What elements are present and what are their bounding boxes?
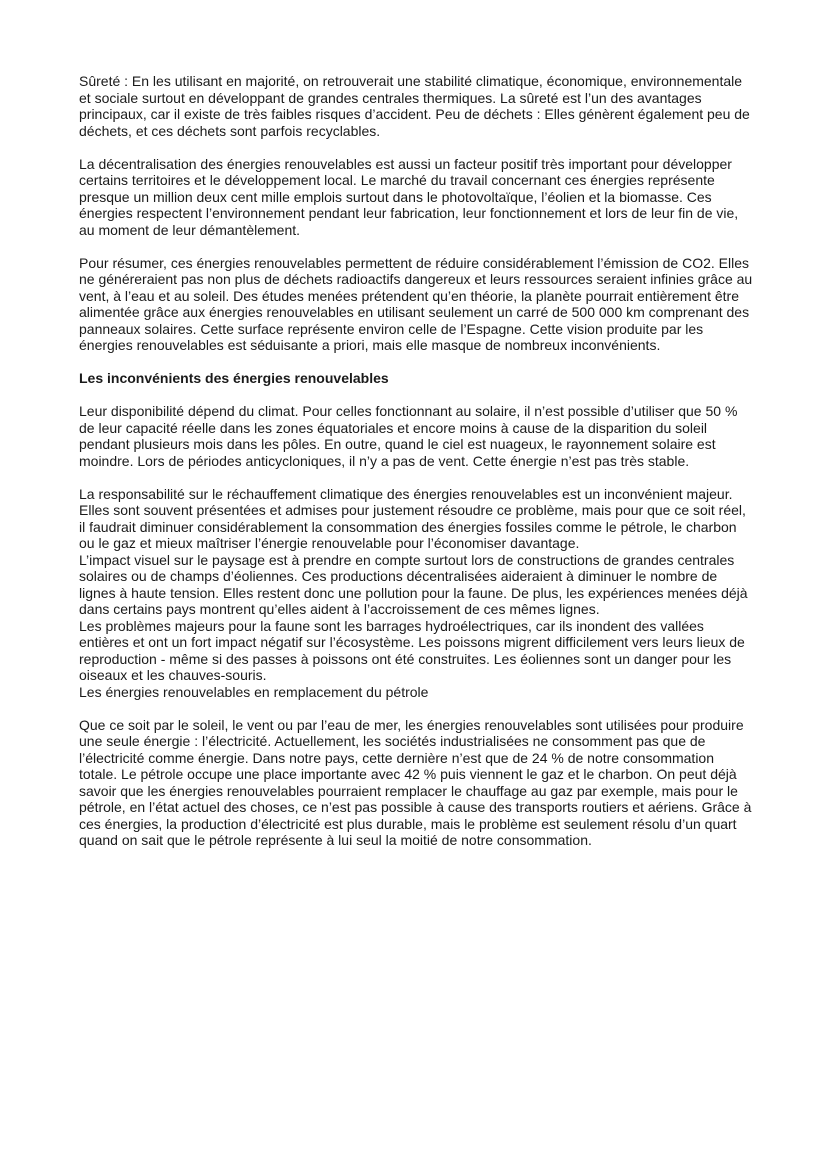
paragraph-responsabilite: La responsabilité sur le réchauffement climatique des énergies renouvelables est un inconvénient majeur. Elles sont souvent présentées et admises pour justement résoudre ce problème, mais pour que ce soit réel, il faudrait diminuer considérablement la consommation des énergies fossiles comme le pétrole, le charbon ou le gaz et mieux maîtriser l’énergie renouvelable pour l’économiser davantage. xyxy=(79,485,746,551)
paragraph-surete: Sûreté : En les utilisant en majorité, on retrouverait une stabilité climatique, économique, environnementale et sociale surtout en développant de grandes centrales thermiques. La sûreté est l’un des avantages principaux, car il existe de très faibles risques d’accident. Peu de déchets : Elles génèrent également peu de déchets, et ces déchets sont parfois recyclables. xyxy=(79,73,750,139)
paragraph-impact-visuel: L’impact visuel sur le paysage est à prendre en compte surtout lors de constructions de grandes centrales solaires ou de champs d’éoliennes. Ces productions décentralisées aideraient à diminuer le nombre de lignes à haute tension. Elles restent donc une pollution pour la faune. De plus, les expériences menées déjà dans certains pays montrent qu’elles aident à l’accroissement de ces mêmes lignes. xyxy=(79,551,748,617)
subheading-remplacement-petrole: Les énergies renouvelables en remplacement du pétrole xyxy=(79,683,429,700)
paragraph-disponibilite: Leur disponibilité dépend du climat. Pour celles fonctionnant au solaire, il n’est possible d’utiliser que 50 % de leur capacité réelle dans les zones équatoriales et encore moins à cause de la disparition du soleil pendant plusieurs mois dans les pôles. En outre, quand le ciel est nuageux, le rayonnement solaire est moindre. Lors de périodes anticycloniques, il n’y a pas de vent. Cette énergie n’est pas très stable. xyxy=(79,403,738,469)
paragraph-electricite: Que ce soit par le soleil, le vent ou par l’eau de mer, les énergies renouvelables sont utilisées pour produire une seule énergie : l’électricité. Actuellement, les sociétés industrialisées ne consomment pas que de l’électricité comme énergie. Dans notre pays, cette dernière n’est que de 24 % de notre consommation totale. Le pétrole occupe une place importante avec 42 % puis viennent le gaz et le charbon. On peut déjà savoir que les énergies renouvelables pourraient remplacer le chauffage au gaz par exemple, mais pour le pétrole, en l’état actuel des choses, ce n’est pas possible à cause des transports routiers et aériens. Grâce à ces énergies, la production d’électricité est plus durable, mais le problème est seulement résolu d’un quart quand on sait que le pétrole représente à lui seul la moitié de notre consommation. xyxy=(79,716,752,848)
paragraph-faune: Les problèmes majeurs pour la faune sont les barrages hydroélectriques, car ils inondent des vallées entières et ont un fort impact négatif sur l’écosystème. Les poissons migrent difficilement vers leurs lieux de reproduction - même si des passes à poissons ont été construites. Les éoliennes sont un danger pour les oiseaux et les chauves-souris. xyxy=(79,617,745,683)
paragraph-resume: Pour résumer, ces énergies renouvelables permettent de réduire considérablement l’émission de CO2. Elles ne généreraient pas non plus de déchets radioactifs dangereux et leurs ressources seraient infinies grâce au vent, à l’eau et au soleil. Des études menées prétendent qu’en théorie, la planète pourrait entièrement être alimentée grâce aux énergies renouvelables en utilisant seulement un carré de 500 000 km comprenant des panneaux solaires. Cette surface représente environ celle de l’Espagne. Cette vision produite par les énergies renouvelables est séduisante a priori, mais elle masque de nombreux inconvénients. xyxy=(79,254,753,353)
section-heading-inconvenients: Les inconvénients des énergies renouvelables xyxy=(79,370,389,386)
paragraph-decentralisation: La décentralisation des énergies renouvelables est aussi un facteur positif très important pour développer certains territoires et le développement local. Le marché du travail concernant ces énergies représente presque un million deux cent mille emplois surtout dans le photovoltaïque, l’éolien et la biomasse. Ces énergies respectent l’environnement pendant leur fabrication, leur fonctionnement et lors de leur fin de vie, au moment de leur démantèlement. xyxy=(79,155,739,238)
document-page xyxy=(79,73,754,865)
